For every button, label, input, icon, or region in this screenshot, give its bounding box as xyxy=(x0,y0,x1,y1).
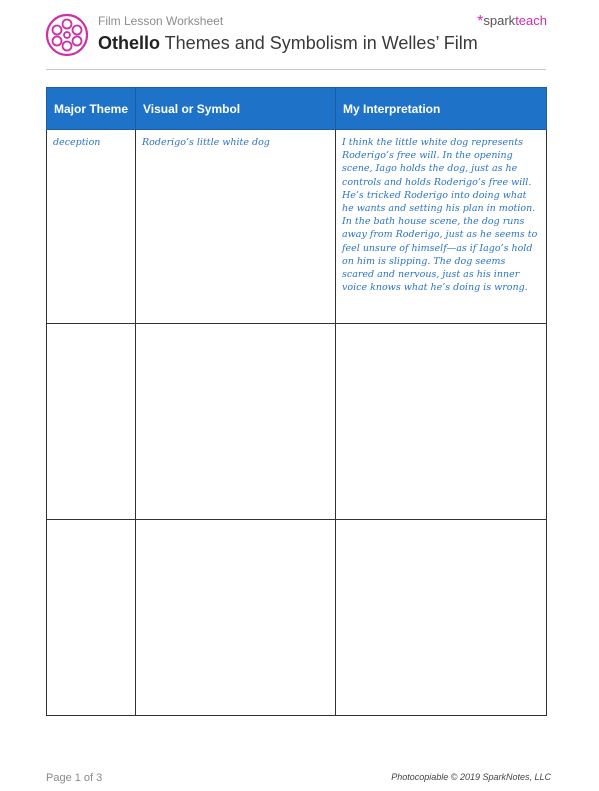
brand-teach: teach xyxy=(515,13,547,28)
table-row xyxy=(47,324,547,520)
page-number: Page 1 of 3 xyxy=(46,772,103,784)
worksheet-table xyxy=(46,87,547,716)
film-reel-icon xyxy=(44,12,90,58)
title-bold: Othello xyxy=(98,33,160,53)
interpretation-cell[interactable] xyxy=(336,520,547,716)
table-row xyxy=(47,130,547,324)
symbol-cell[interactable] xyxy=(136,324,336,520)
symbol-cell[interactable]: Roderigo’s little white dog xyxy=(136,130,336,324)
column-header-visual-symbol: Visual or Symbol xyxy=(136,88,336,130)
table-row xyxy=(47,520,547,716)
theme-cell[interactable] xyxy=(47,324,136,520)
brand-star: * xyxy=(477,13,484,30)
theme-cell[interactable] xyxy=(47,520,136,716)
interpretation-cell[interactable] xyxy=(336,324,547,520)
page-title xyxy=(98,33,478,54)
symbol-cell[interactable] xyxy=(136,520,336,716)
column-header-interpretation: My Interpretation xyxy=(336,88,547,130)
theme-cell[interactable]: deception xyxy=(47,130,136,324)
copyright-notice: Photocopiable © 2019 SparkNotes, LLC xyxy=(391,772,551,782)
title-rest: Themes and Symbolism in Welles’ Film xyxy=(160,33,478,53)
header-divider xyxy=(46,69,546,70)
brand-spark: spark xyxy=(483,13,516,28)
sparkteach-logo xyxy=(477,13,547,31)
interpretation-cell[interactable]: I think the little white dog represents Roderigo’s free will. In the opening scene, Iago holds the dog, just as he controls and holds Roderigo’s free will. He’s tricked Roderigo into doing what he wants and setting his plan in motion. In the bath house scene, the dog runs away from Roderigo, just as he seems to feel unsure of himself—as if Iago’s hold on him is slipping. The dog seems scared and nervous, just as his inner voice knows what he’s doing is wrong. xyxy=(336,130,547,324)
column-header-major-theme: Major Theme xyxy=(47,88,136,130)
worksheet-kicker: Film Lesson Worksheet xyxy=(98,14,224,28)
table-header-row xyxy=(47,88,547,130)
